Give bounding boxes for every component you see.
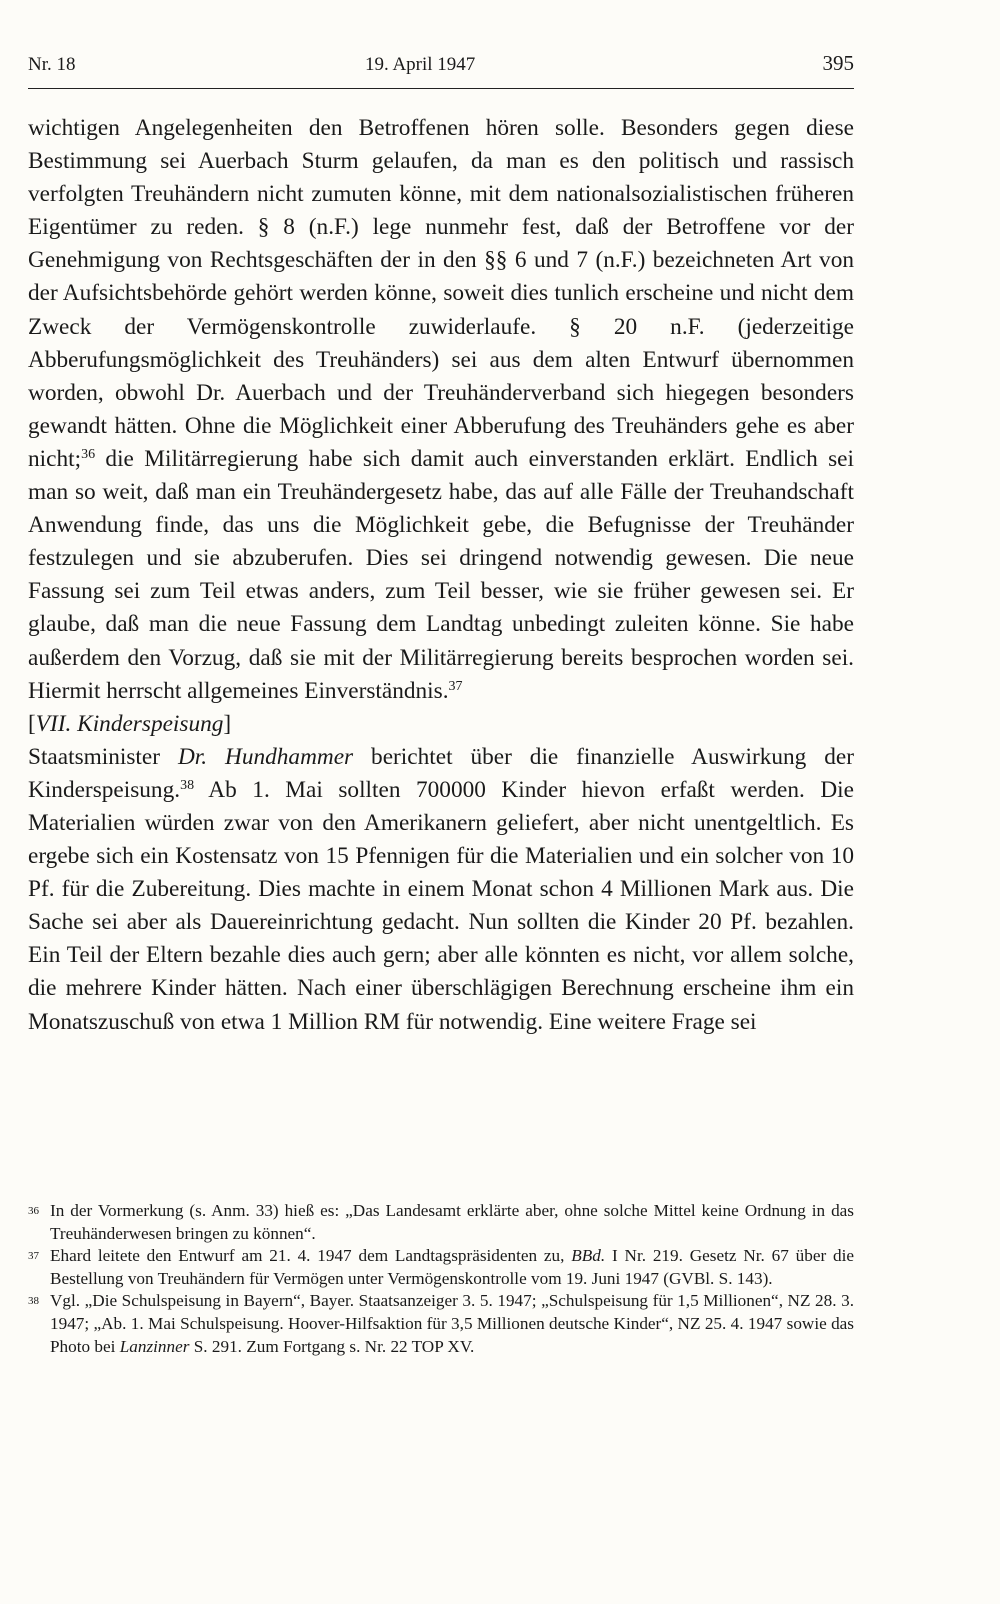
bracket-open: [ <box>28 710 36 737</box>
footnote-ref-36: 36 <box>81 446 96 462</box>
section-title: VII. Kinderspeisung <box>35 710 224 737</box>
footnote-37 <box>28 1245 854 1290</box>
footnote-number: 38 <box>28 1295 39 1308</box>
footnote-38 <box>28 1290 854 1358</box>
footnote-citation: Lanzinner <box>119 1336 190 1356</box>
footnote-text: Vgl. „Die Schulspeisung in Bayern“, Bayer. Staatsanzeiger 3. 5. 1947; „Schulspeisung für 1,5 Millionen“, NZ 28. 3. 1947; „Ab. 1. Mai Schulspeisung. Hoover-Hilfsaktion für 3,5 Millionen deutsche Kinder“, NZ 25. 4. 1947 sowie das Photo bei <box>50 1291 854 1356</box>
paragraph-text: berichtet über die finanzielle Auswirkung der Kinderspeisung. <box>28 743 854 803</box>
main-text <box>28 112 854 1039</box>
paragraph-treuhaender <box>28 112 854 708</box>
footnote-ref-38: 38 <box>180 777 195 793</box>
paragraph-kinderspeisung <box>28 741 854 1039</box>
footnote-text: I Nr. 219. Gesetz Nr. 67 über die Bestellung von Treuhändern für Vermögen unter Vermögenskontrolle vom 19. Juni 1947 (GVBl. S. 143). <box>50 1246 854 1288</box>
footnotes <box>28 1200 854 1358</box>
footnote-text: Ehard leitete den Entwurf am 21. 4. 1947 dem Landtagspräsidenten zu, <box>50 1246 572 1266</box>
footnote-text: In der Vormerkung (s. Anm. 33) hieß es: „Das Landesamt erklärte aber, ohne solche Mittel keine Ordnung in das Treuhänderwesen bringen zu können“. <box>50 1201 854 1243</box>
speaker-name: Hundhammer <box>225 743 354 770</box>
page-header <box>28 46 854 89</box>
bracket-close: ] <box>223 710 232 737</box>
page-number: 395 <box>822 51 854 75</box>
paragraph-text: wichtigen Angelegenheiten den Betroffenen hören solle. Besonders gegen diese Bestimmung sei Auerbach Sturm gelaufen, da man es den politisch und rassisch verfolgten Treuhändern nicht zumuten könne, mit dem nationalsozialistischen früheren Eigentümer zu reden. § 8 (n.F.) lege nunmehr fest, daß der Betroffene vor der Genehmigung von Rechtsgeschäften der in den §§ 6 und 7 (n.F.) bezeichneten Art von der Aufsichtsbehörde gehört werden könne, soweit dies tunlich erscheine und nicht dem Zweck der Vermögenskontrolle zuwiderlaufe. § 20 n.F. (jederzeitige Abberufungsmöglichkeit des Treuhänders) sei aus dem alten Entwurf übernommen worden, obwohl Dr. Auerbach und der Treuhänderverband sich hiegegen besonders gewandt hätten. Ohne die Möglichkeit einer Abberufung des Treuhänders gehe es aber nicht; <box>28 115 854 472</box>
paragraph-text: die Militärregierung habe sich damit auch einverstanden erklärt. Endlich sei man so weit, daß man ein Treuhändergesetz habe, das auf alle Fälle der Treuhandschaft Anwendung finde, das uns die Möglichkeit gebe, die Befugnisse der Treuhänder festzulegen und sie abzuberufen. Dies sei dringend notwendig gewesen. Die neue Fassung sei zum Teil etwas anders, zum Teil besser, wie sie früher gewesen sei. Er glaube, daß man die neue Fassung dem Landtag unbedingt zuleiten könne. Sie habe außerdem den Vorzug, daß sie mit der Militärregierung bereits besprochen worden sei. Hiermit herrscht allgemeines Einverständnis. <box>28 445 854 704</box>
footnote-text: S. 291. Zum Fortgang s. Nr. 22 TOP XV. <box>189 1336 475 1356</box>
footnote-36 <box>28 1200 854 1245</box>
protocol-number: Nr. 18 <box>28 54 76 75</box>
section-heading <box>28 708 854 741</box>
footnote-ref-37: 37 <box>448 678 463 694</box>
footnote-number: 37 <box>28 1250 39 1263</box>
paragraph-text: Ab 1. Mai sollten 700000 Kinder hievon erfaßt werden. Die Materialien würden zwar von den Amerikanern geliefert, aber nicht unentgeltlich. Es ergebe sich ein Kostensatz von 15 Pfennigen für die Materialien und ein solcher von 10 Pf. für die Zubereitung. Dies machte in einem Monat schon 4 Millionen Mark aus. Die Sache sei aber als Dauereinrichtung gedacht. Nun sollten die Kinder 20 Pf. bezahlen. Ein Teil der Eltern bezahle dies auch gern; aber alle könnten es nicht, vor allem solche, die mehrere Kinder hätten. Nach einer überschlägigen Berechnung erscheine ihm ein Monatszuschuß von etwa 1 Million RM für notwendig. Eine weitere Frage sei <box>28 776 854 1035</box>
footnote-number: 36 <box>28 1205 39 1217</box>
header-date: 19. April 1947 <box>365 54 476 75</box>
footnote-citation: BBd. <box>571 1246 606 1266</box>
speaker-title: Dr. <box>177 743 225 770</box>
paragraph-text: Staatsminister <box>28 743 178 770</box>
